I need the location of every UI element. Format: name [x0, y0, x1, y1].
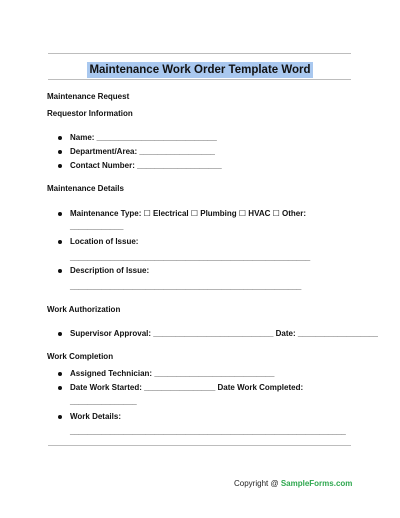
field-contact — [70, 161, 222, 171]
top-rule — [48, 53, 351, 54]
copyright-text: Copyright @ — [234, 479, 281, 488]
bullet — [58, 150, 62, 154]
field-description-line: ____________________________________________________ — [70, 282, 302, 291]
bullet — [58, 269, 62, 273]
bullet — [58, 164, 62, 168]
bottom-rule — [48, 445, 351, 446]
field-department — [70, 147, 215, 157]
field-contact-label: Contact Number: ___________________ — [70, 161, 222, 170]
title-container — [0, 60, 400, 78]
field-date-completed-line: _______________ — [70, 397, 137, 406]
field-location-label: Location of Issue: — [70, 237, 139, 246]
field-maintenance-type-line: ____________ — [70, 222, 124, 231]
section-work-authorization: Work Authorization — [47, 305, 121, 314]
bullet — [58, 332, 62, 336]
section-maintenance-request: Maintenance Request — [47, 92, 130, 101]
document-title: Maintenance Work Order Template Word — [89, 64, 311, 76]
footer-copyright — [234, 479, 352, 489]
bullet — [58, 212, 62, 216]
field-work-details-label: Work Details: — [70, 412, 121, 421]
section-maintenance-details: Maintenance Details — [47, 184, 124, 193]
field-date-started-label: Date Work Started: ________________ Date Work Completed: — [70, 383, 304, 392]
field-supervisor-label: Supervisor Approval: ___________________________ Date: __________________ — [70, 329, 378, 338]
section-work-completion: Work Completion — [47, 352, 114, 361]
field-work-details-line: ______________________________________________________________ — [70, 427, 346, 436]
field-technician — [70, 369, 274, 379]
section-requestor-information: Requestor Information — [47, 109, 133, 118]
brand-link[interactable]: SampleForms.com — [280, 479, 353, 488]
field-name-label: Name: ___________________________ — [70, 133, 217, 142]
field-work-details — [70, 412, 121, 422]
field-location — [70, 237, 138, 247]
field-department-label: Department/Area: _________________ — [70, 147, 215, 156]
bullet — [58, 372, 62, 376]
field-name — [70, 133, 217, 143]
title-rule — [48, 79, 351, 80]
bullet — [58, 136, 62, 140]
field-date-started — [70, 383, 303, 393]
bullet — [58, 386, 62, 390]
field-description-label: Description of Issue: — [70, 266, 150, 275]
field-maintenance-type-label: Maintenance Type: ☐ Electrical ☐ Plumbing ☐ HVAC ☐ Other: — [70, 209, 306, 218]
field-maintenance-type — [70, 209, 306, 219]
bullet — [58, 415, 62, 419]
field-technician-label: Assigned Technician: ___________________________ — [70, 369, 275, 378]
bullet — [58, 240, 62, 244]
field-description — [70, 266, 149, 276]
field-location-line: ______________________________________________________ — [70, 253, 311, 262]
field-supervisor — [70, 329, 378, 339]
